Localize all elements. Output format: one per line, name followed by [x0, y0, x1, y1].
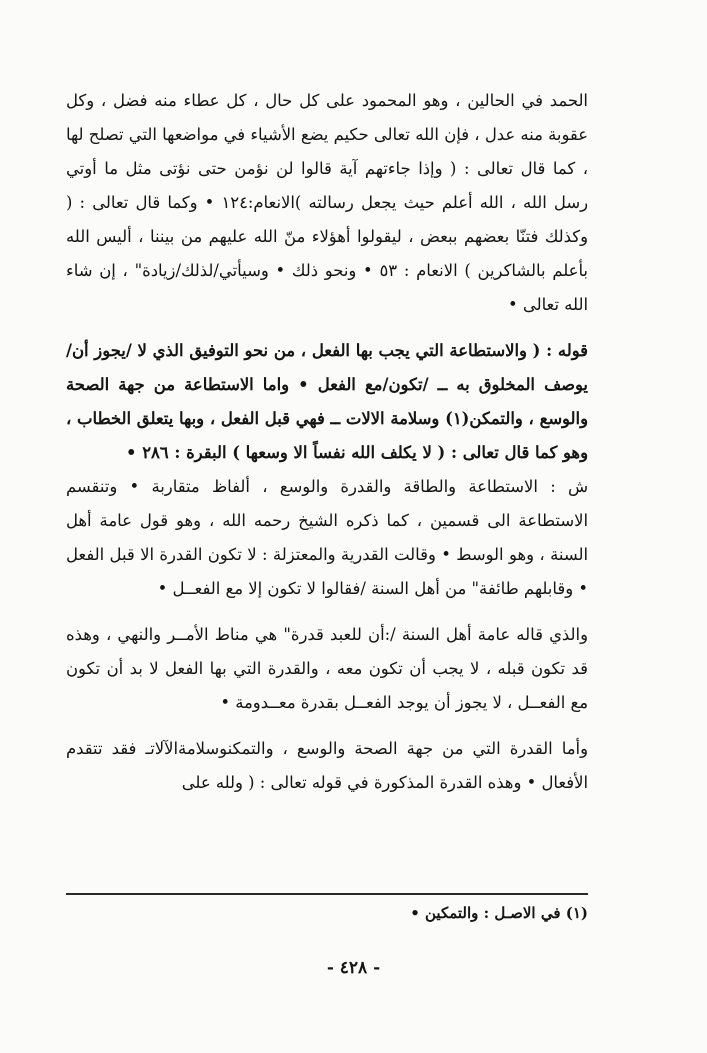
- page-number: - ٤٢٨ -: [326, 958, 381, 978]
- footnote: (١) في الاصـل : والتمكين •: [410, 904, 588, 922]
- paragraph-2-quote: قوله : ( والاستطاعة التي يجب بها الفعل ، من نحو التوفيق الذي لا /يجوز أن/يوصف المخلوق به ــ /تكون/مع الفعل • واما الاستطاعة من جهة الصحة والوسع ، والتمكن(١) وسلامة الالات ــ فهي قبل الفعل ، وبها يتعلق الخطاب ، وهو كما قال تعالى : ( لا يكلف الله نفساً الا وسعها ) البقرة : ٢٨٦ •: [66, 341, 588, 462]
- footnote-divider: [66, 893, 588, 895]
- paragraph-5: وأما القدرة التي من جهة الصحة والوسع ، والتمكنوسلامةالآلاتـ فقد تتقدم الأفعال • وهذه القدرة المذكورة في قوله تعالى : ( ولله على: [66, 739, 588, 792]
- paragraph-4: والذي قاله عامة أهل السنة /:أن للعبد قدرة" هي مناط الأمــر والنهي ، وهذه قد تكون قبله ، لا يجب أن تكون معه ، والقدرة التي بها الفعل لا بد أن تكون مع الفعــل ، لا يجوز أن يوجد الفعــل بقدرة معــدومة •: [66, 625, 588, 712]
- paragraph-1: الحمد في الحالين ، وهو المحمود على كل حال ، كل عطاء منه فضل ، وكل عقوبة منه عدل ، فإن الله تعالى حكيم يضع الأشياء في مواضعها التي تصلح لها ، كما قال تعالى : ( وإذا جاءتهم آية قالوا لن نؤمن حتى نؤتى مثل ما أوتي رسل الله ، الله أعلم حيث يجعل رسالته )الانعام:١٢٤ • وكما قال تعالى : ( وكذلك فتنّا بعضهم ببعض ، ليقولوا أهؤلاء منّ الله عليهم من بيننا ، أليس الله بأعلم بالشاكرين ) الانعام : ٥٣ • ونحو ذلك • وسيأتي/لذلك/زيادة" ، إن شاء الله تعالى •: [66, 91, 588, 314]
- main-text: [66, 84, 588, 800]
- paragraph-3: ش : الاستطاعة والطاقة والقدرة والوسع ، ألفاظ متقاربة • وتنقسم الاستطاعة الى قسمين ، كما ذكره الشيخ رحمه الله ، وهو قول عامة أهل السنة ، وهو الوسط • وقالت القدرية والمعتزلة : لا تكون القدرة الا قبل الفعل • وقابلهم طائفة" من أهل السنة /فقالوا لا تكون إلا مع الفعــل •: [66, 477, 588, 598]
